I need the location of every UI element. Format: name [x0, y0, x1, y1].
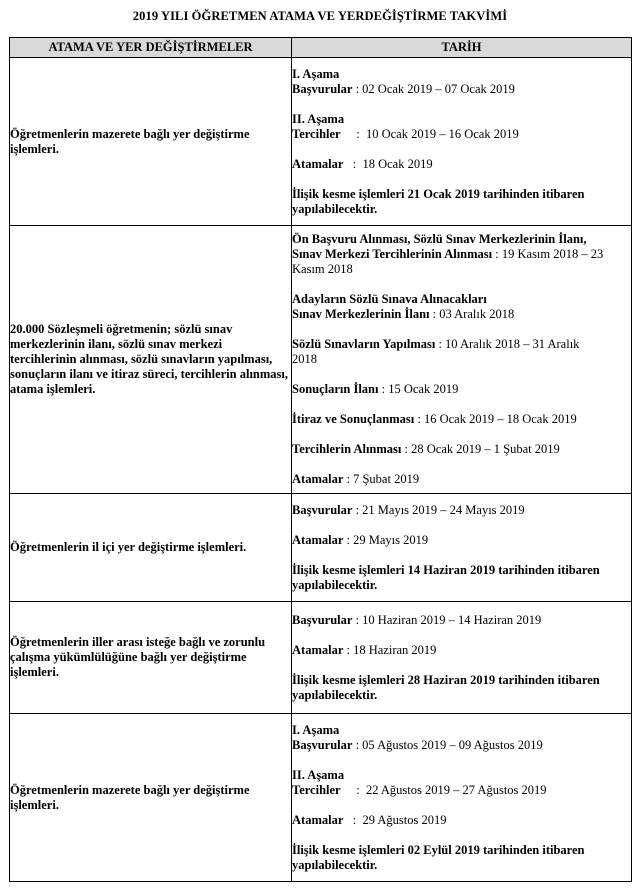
row-description: Öğretmenlerin il içi yer değiştirme işlemleri. [10, 494, 292, 602]
row-description: Öğretmenlerin mazerete bağlı yer değiştirme işlemleri. [10, 58, 292, 226]
date-line: Tercihler : 22 Ağustos 2019 – 27 Ağustos 2019 [292, 782, 547, 797]
row-dates [292, 602, 632, 714]
date-line: Başvurular : 10 Haziran 2019 – 14 Haziran 2019 [292, 612, 542, 627]
row-dates [292, 226, 632, 494]
date-line: Sınav Merkezlerinin İlanı : 03 Aralık 2018 [292, 307, 515, 321]
row-dates [292, 494, 632, 602]
note-line: yapılabilecektir. [292, 687, 378, 702]
date-line: Tercihler : 10 Ocak 2019 – 16 Ocak 2019 [292, 126, 519, 141]
document-title: 2019 YILI ÖĞRETMEN ATAMA VE YERDEĞİŞTİRME TAKVİMİ [132, 9, 508, 23]
date-line: Başvurular : 21 Mayıs 2019 – 24 Mayıs 2019 [292, 502, 525, 517]
date-line: Sözlü Sınavların Yapılması : 10 Aralık 2018 – 31 Aralık [292, 337, 580, 351]
column-header-right: TARİH [292, 38, 632, 58]
row-dates [292, 714, 632, 882]
date-line: Kasım 2018 [292, 262, 353, 276]
note-line: İlişik kesme işlemleri 02 Eylül 2019 tarihinden itibaren [292, 842, 585, 857]
row-description: Öğretmenlerin iller arası isteğe bağlı ve zorunlu çalışma yükümlülüğüne bağlı yer değiştirme işlemleri. [10, 602, 292, 714]
date-line: Atamalar : 7 Şubat 2019 [292, 472, 420, 486]
table-row [10, 494, 632, 602]
note-line: İlişik kesme işlemleri 28 Haziran 2019 tarihinden itibaren [292, 672, 600, 687]
date-line: Başvurular : 05 Ağustos 2019 – 09 Ağustos 2019 [292, 737, 543, 752]
note-line: yapılabilecektir. [292, 577, 378, 592]
date-line: Atamalar : 18 Ocak 2019 [292, 156, 433, 171]
calendar-table [9, 37, 632, 882]
note-line: yapılabilecektir. [292, 857, 378, 872]
row-description: 20.000 Sözleşmeli öğretmenin; sözlü sınav merkezlerinin ilanı, sözlü sınav merkezi tercihlerinin alınması, sözlü sınavların yapılması, sonuçların ilanı ve itiraz süreci, tercihlerin alınması, atama işlemleri. [10, 226, 292, 494]
table-row [10, 602, 632, 714]
note-line: İlişik kesme işlemleri 21 Ocak 2019 tarihinden itibaren [292, 186, 585, 201]
row-dates [292, 58, 632, 226]
stage-label: I. Aşama [292, 722, 340, 737]
stage-label: II. Aşama [292, 111, 345, 126]
table-row [10, 58, 632, 226]
table-header-row [10, 38, 632, 58]
row-description: Öğretmenlerin mazerete bağlı yer değiştirme işlemleri. [10, 714, 292, 882]
date-line: Başvurular : 02 Ocak 2019 – 07 Ocak 2019 [292, 81, 515, 96]
note-line: İlişik kesme işlemleri 14 Haziran 2019 tarihinden itibaren [292, 562, 600, 577]
date-line: İtiraz ve Sonuçlanması : 16 Ocak 2019 – 18 Ocak 2019 [292, 412, 577, 426]
date-line: Sonuçların İlanı : 15 Ocak 2019 [292, 382, 459, 396]
column-header-left: ATAMA VE YER DEĞİŞTİRMELER [10, 38, 292, 58]
table-row [10, 226, 632, 494]
stage-label: I. Aşama [292, 66, 340, 81]
date-line: Atamalar : 29 Mayıs 2019 [292, 532, 429, 547]
date-line: Ön Başvuru Alınması, Sözlü Sınav Merkezlerinin İlanı, [292, 232, 587, 246]
date-line: Atamalar : 18 Haziran 2019 [292, 642, 437, 657]
date-line: Sınav Merkezi Tercihlerinin Alınması : 19 Kasım 2018 – 23 [292, 247, 604, 261]
stage-label: II. Aşama [292, 767, 345, 782]
date-line: 2018 [292, 352, 317, 366]
table-row [10, 714, 632, 882]
date-line: Tercihlerin Alınması : 28 Ocak 2019 – 1 Şubat 2019 [292, 442, 560, 456]
date-line: Atamalar : 29 Ağustos 2019 [292, 812, 447, 827]
date-line: Adayların Sözlü Sınava Alınacakları [292, 292, 487, 306]
note-line: yapılabilecektir. [292, 201, 378, 216]
